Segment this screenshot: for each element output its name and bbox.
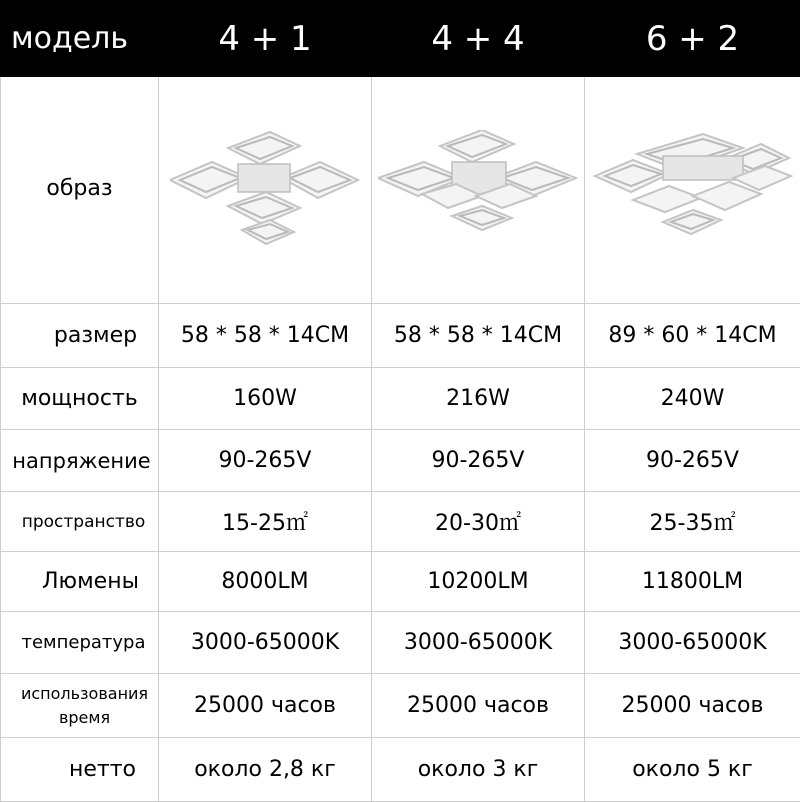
weight-row bbox=[1, 738, 800, 802]
lumens-value-6plus2: 11800LM bbox=[585, 552, 800, 612]
voltage-label: напряжение bbox=[1, 430, 159, 492]
image-cell-6plus2 bbox=[585, 77, 800, 304]
space-value-4plus4: 20-30㎡ bbox=[372, 492, 585, 552]
space-row bbox=[1, 492, 800, 552]
image-row-label: образ bbox=[1, 77, 159, 304]
temperature-value-6plus2: 3000-65000K bbox=[585, 612, 800, 674]
power-value-4plus1: 160W bbox=[159, 368, 372, 430]
temperature-label: температура bbox=[1, 612, 159, 674]
temperature-value-4plus4: 3000-65000K bbox=[372, 612, 585, 674]
voltage-value-6plus2: 90-265V bbox=[585, 430, 800, 492]
lumens-value-4plus4: 10200LM bbox=[372, 552, 585, 612]
space-value-4plus1: 15-25㎡ bbox=[159, 492, 372, 552]
chandelier-4plus4-image bbox=[378, 130, 578, 250]
weight-value-6plus2: около 5 кг bbox=[585, 738, 800, 802]
lifetime-row bbox=[1, 674, 800, 738]
weight-value-4plus4: около 3 кг bbox=[372, 738, 585, 802]
chandelier-6plus2-image bbox=[593, 130, 793, 250]
size-value-4plus1: 58 * 58 * 14CM bbox=[159, 304, 372, 368]
image-cell-4plus4 bbox=[372, 77, 585, 304]
lifetime-value-4plus1: 25000 часов bbox=[159, 674, 372, 738]
power-row bbox=[1, 368, 800, 430]
lifetime-value-4plus4: 25000 часов bbox=[372, 674, 585, 738]
chandelier-4plus1-image bbox=[170, 130, 360, 250]
header-row bbox=[1, 1, 800, 77]
voltage-value-4plus1: 90-265V bbox=[159, 430, 372, 492]
power-label: мощность bbox=[1, 368, 159, 430]
size-value-4plus4: 58 * 58 * 14CM bbox=[372, 304, 585, 368]
image-cell-4plus1 bbox=[159, 77, 372, 304]
lifetime-label-line2: время bbox=[11, 706, 158, 730]
header-label: модель bbox=[1, 1, 159, 77]
space-value-6plus2: 25-35㎡ bbox=[585, 492, 800, 552]
lumens-row bbox=[1, 552, 800, 612]
model-4plus4-header: 4 + 4 bbox=[372, 1, 585, 77]
temperature-value-4plus1: 3000-65000K bbox=[159, 612, 372, 674]
model-6plus2-header: 6 + 2 bbox=[585, 1, 800, 77]
size-row bbox=[1, 304, 800, 368]
power-value-4plus4: 216W bbox=[372, 368, 585, 430]
voltage-value-4plus4: 90-265V bbox=[372, 430, 585, 492]
lumens-label: Люмены bbox=[1, 552, 159, 612]
model-4plus1-header: 4 + 1 bbox=[159, 1, 372, 77]
image-row bbox=[1, 77, 800, 304]
weight-value-4plus1: около 2,8 кг bbox=[159, 738, 372, 802]
power-value-6plus2: 240W bbox=[585, 368, 800, 430]
lifetime-label-line1: использования bbox=[11, 682, 158, 706]
size-value-6plus2: 89 * 60 * 14CM bbox=[585, 304, 800, 368]
lifetime-label bbox=[1, 674, 159, 738]
temperature-row bbox=[1, 612, 800, 674]
space-label: пространство bbox=[1, 492, 159, 552]
size-label: размер bbox=[1, 304, 159, 368]
lifetime-value-6plus2: 25000 часов bbox=[585, 674, 800, 738]
weight-label: нетто bbox=[1, 738, 159, 802]
lumens-value-4plus1: 8000LM bbox=[159, 552, 372, 612]
voltage-row bbox=[1, 430, 800, 492]
